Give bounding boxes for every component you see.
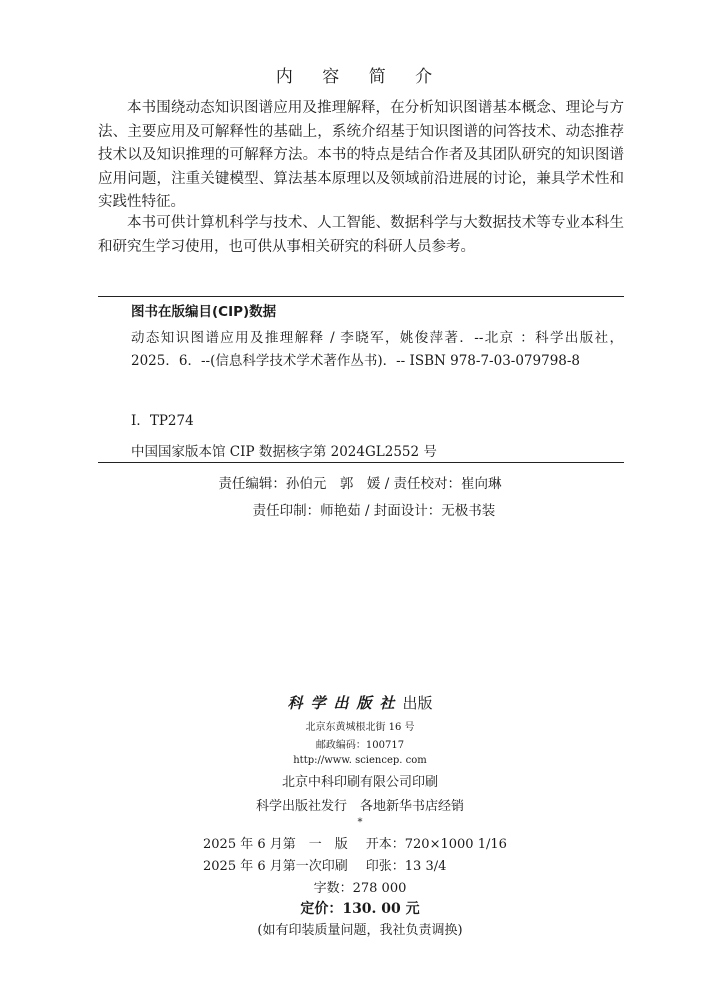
cip-top-rule xyxy=(98,296,624,297)
intro-paragraph-1: 本书围绕动态知识图谱应用及推理解释，在分析知识图谱基本概念、理论与方法、主要应用及可解释性的基础上，系统介绍基于知识图谱的问答技术、动态推荐技术以及知识推理的可解释方法。本书的特点是结合作者及其团队研究的知识图谱应用问题，注重关键模型、算法基本原理以及领域前沿进展的讨论，兼具学术性和实践性特征。 xyxy=(98,100,624,210)
printer: 北京中科印刷有限公司印刷 xyxy=(281,775,438,790)
word-count: 字数：278 000 xyxy=(313,881,407,896)
sheets-count: 印张：13 3/4 xyxy=(365,859,447,874)
publisher-brand: 科学出版社 xyxy=(287,694,403,712)
price: 定价：130. 00 元 xyxy=(300,901,420,917)
format-size: 开本：720×1000 1/16 xyxy=(365,837,507,852)
page-title: 内 容 简 介 xyxy=(275,67,445,87)
publisher-postcode: 邮政编码：100717 xyxy=(315,740,405,751)
printing-line xyxy=(203,855,446,874)
cip-heading: 图书在版编目(CIP)数据 xyxy=(131,304,277,320)
printing-date: 2025 年 6 月第一次印刷 xyxy=(203,859,348,874)
cip-bottom-rule xyxy=(98,462,624,463)
separator-star: * xyxy=(357,817,363,828)
cip-classification: Ⅰ．TP274 xyxy=(131,413,194,429)
edition-line xyxy=(203,833,507,852)
publisher-address: 北京东黄城根北街 16 号 xyxy=(305,722,415,733)
intro-paragraph-2: 本书可供计算机科学与技术、人工智能、数据科学与大数据技术等专业本科生和研究生学习使用，也可供从事相关研究的科研人员参考。 xyxy=(98,215,624,255)
publisher-suffix: 出版 xyxy=(402,694,433,712)
publisher-url: http://www. sciencep. com xyxy=(293,755,427,766)
edition-date: 2025 年 6 月第 一 版 xyxy=(203,837,348,852)
quality-notice: (如有印装质量问题，我社负责调换) xyxy=(257,923,463,938)
cip-record: 动态知识图谱应用及推理解释 / 李晓军，姚俊萍著．--北京 ：科学出版社，2025．6．--(信息科学技术学术著作丛书)．-- ISBN 978-7-03-079798-8 xyxy=(131,330,623,369)
editor-credits: 责任编辑：孙伯元 郭 媛 / 责任校对：崔向琳 xyxy=(218,476,502,492)
publisher-name xyxy=(0,692,720,713)
cip-catalog-number: 中国国家版本馆 CIP 数据核字第 2024GL2552 号 xyxy=(131,444,437,460)
production-credits: 责任印制：师艳茹 / 封面设计：无极书装 xyxy=(252,503,496,519)
distribution: 科学出版社发行 各地新华书店经销 xyxy=(255,799,464,814)
